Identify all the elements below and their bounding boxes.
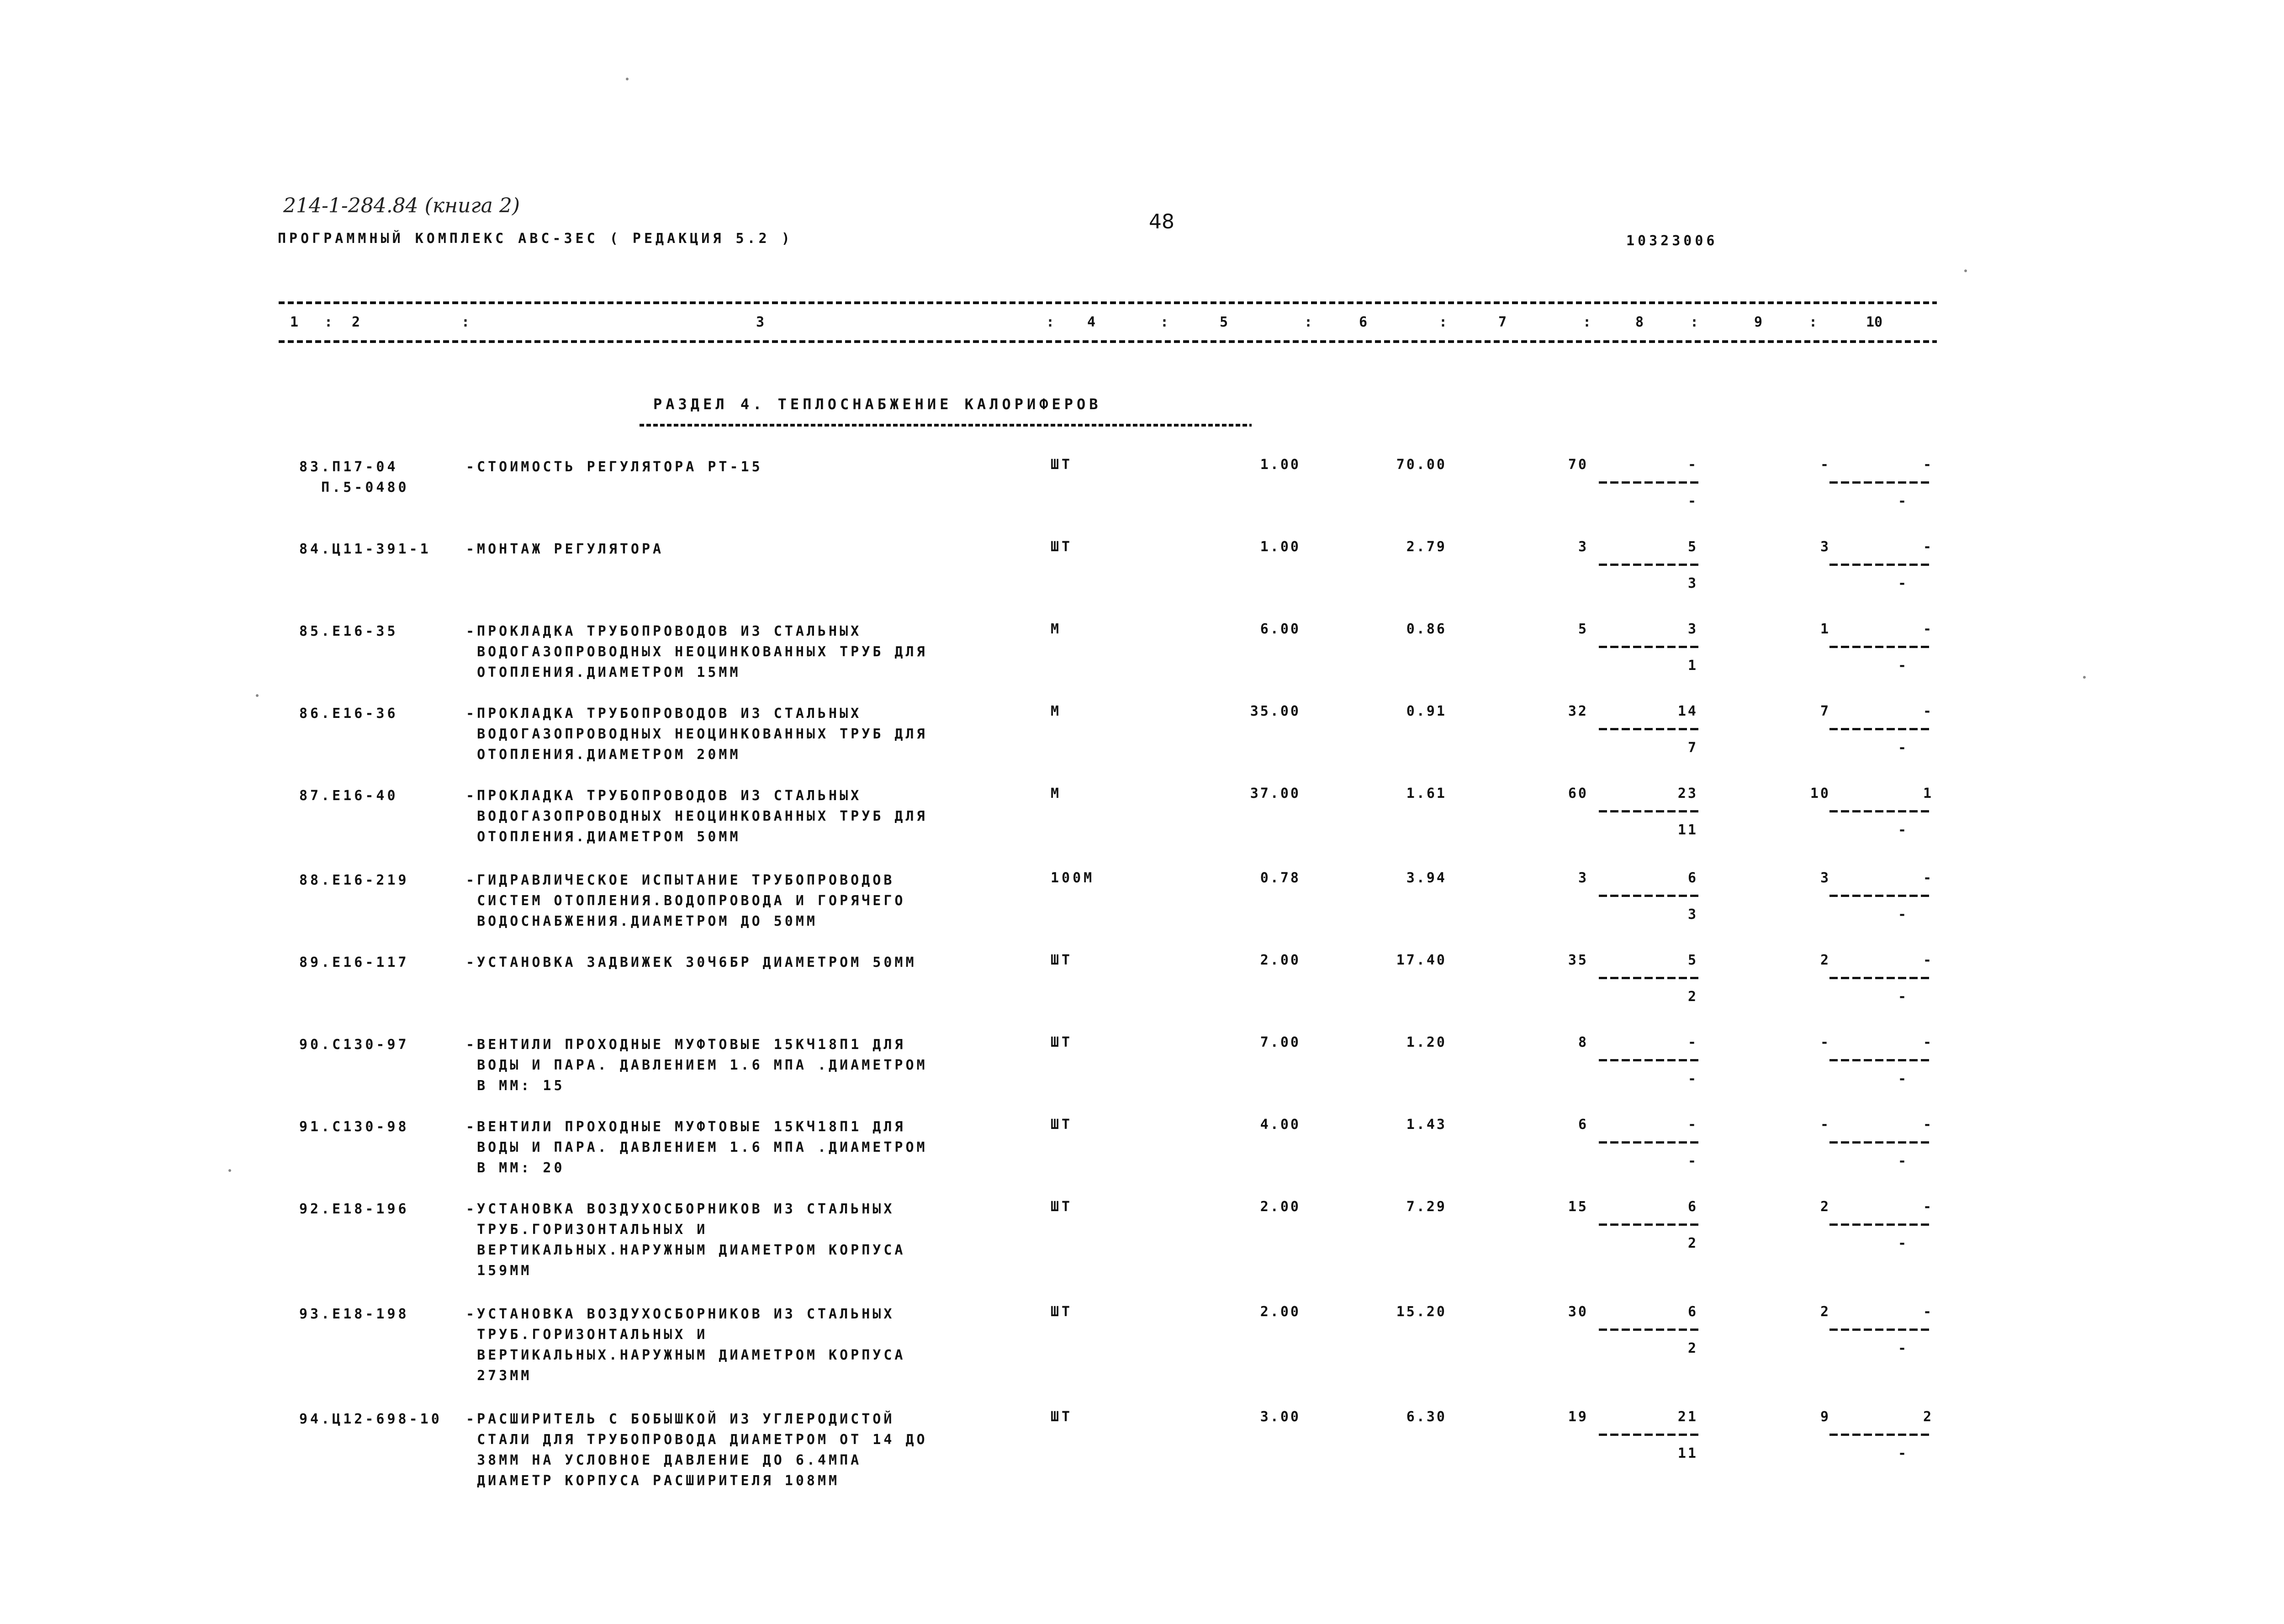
table-row (0, 1199, 2284, 1279)
table-row (0, 952, 2284, 1030)
item-description: -РАСШИРИТЕЛЬ С БОБЫШКОЙ ИЗ УГЛЕРОДИСТОЙ СТАЛИ ДЛЯ ТРУБОПРОВОДА ДИАМЕТРОМ ОТ 14 ДО 38ММ НА УСЛОВНОЕ ДАВЛЕНИЕ ДО 6.4МПА ДИАМЕТР КОРПУСА РАСШИРИТЕЛЯ 108ММ (466, 1411, 928, 1489)
item-col8-subvalue: - (1687, 493, 1698, 509)
item-col9-value: 10 (1810, 786, 1830, 801)
item-description: -СТОИМОСТЬ РЕГУЛЯТОРА РТ-15 (466, 459, 763, 475)
item-col9-value: 2 (1820, 1199, 1830, 1215)
item-quantity: 37.00 (1250, 786, 1301, 801)
item-unit: ШТ (1051, 1409, 1073, 1425)
item-col9-value: - (1820, 1117, 1830, 1133)
item-unit: ШТ (1051, 1117, 1073, 1133)
item-col8-subvalue: 2 (1687, 989, 1698, 1005)
col10-divider (1829, 1329, 1932, 1331)
item-col10-value: 2 (1923, 1409, 1933, 1425)
col10-divider (1829, 481, 1932, 484)
item-col10-subvalue: - (1898, 1445, 1908, 1461)
item-col10-subvalue: - (1898, 822, 1908, 838)
item-quantity: 2.00 (1260, 1304, 1301, 1320)
item-col8-subvalue: 2 (1687, 1340, 1698, 1356)
item-unit: 100М (1051, 870, 1095, 886)
col10-divider (1829, 895, 1932, 897)
item-description: -УСТАНОВКА ВОЗДУХОСБОРНИКОВ ИЗ СТАЛЬНЫХ ТРУБ.ГОРИЗОНТАЛЬНЫХ И ВЕРТИКАЛЬНЫХ.НАРУЖНЫМ ДИАМЕТРОМ КОРПУСА 159ММ (466, 1201, 906, 1279)
item-col10-value: 1 (1923, 786, 1933, 801)
item-col10-value: - (1923, 1199, 1933, 1215)
col8-divider (1599, 728, 1702, 730)
column-header-1: 1 (290, 314, 299, 330)
column-header-5: 5 (1220, 314, 1228, 330)
item-col10-subvalue: - (1898, 989, 1908, 1005)
col10-divider (1829, 564, 1932, 566)
item-unit-price: 0.86 (1406, 621, 1447, 637)
item-description: -УСТАНОВКА ВОЗДУХОСБОРНИКОВ ИЗ СТАЛЬНЫХ ТРУБ.ГОРИЗОНТАЛЬНЫХ И ВЕРТИКАЛЬНЫХ.НАРУЖНЫМ ДИАМЕТРОМ КОРПУСА 273ММ (466, 1306, 906, 1384)
col10-divider (1829, 646, 1932, 648)
item-code: 92.Е18-196 (299, 1201, 409, 1217)
table-row (0, 539, 2284, 617)
column-header-10: 10 (1866, 314, 1883, 330)
item-col9-value: 2 (1820, 952, 1830, 968)
item-code: 84.Ц11-391-1 (299, 541, 431, 557)
col8-divider (1599, 1434, 1702, 1436)
item-total-cost: 8 (1578, 1034, 1588, 1050)
col10-divider (1829, 1141, 1932, 1144)
item-col8-value: - (1687, 1034, 1698, 1050)
table-row (0, 1304, 2284, 1384)
item-col10-subvalue: - (1898, 493, 1908, 509)
item-col8-value: 14 (1677, 703, 1698, 719)
item-col10-value: - (1923, 1117, 1933, 1133)
col8-divider (1599, 1141, 1702, 1144)
item-quantity: 4.00 (1260, 1117, 1301, 1133)
item-quantity: 0.78 (1260, 870, 1301, 886)
item-col10-value: - (1923, 703, 1933, 719)
table-row (0, 870, 2284, 948)
item-quantity: 1.00 (1260, 539, 1301, 555)
item-unit-price: 7.29 (1406, 1199, 1447, 1215)
item-code: 91.С130-98 (299, 1119, 409, 1135)
scan-speck (1964, 269, 1967, 272)
item-col9-value: 9 (1820, 1409, 1830, 1425)
item-unit: ШТ (1051, 457, 1073, 473)
item-col9-value: 1 (1820, 621, 1830, 637)
item-col10-subvalue: - (1898, 1340, 1908, 1356)
col10-divider (1829, 1434, 1932, 1436)
item-unit-price: 70.00 (1396, 457, 1447, 473)
item-quantity: 1.00 (1260, 457, 1301, 473)
item-unit-price: 1.61 (1406, 786, 1447, 801)
table-row (0, 457, 2284, 534)
item-col8-value: - (1687, 1117, 1698, 1133)
item-col10-subvalue: - (1898, 740, 1908, 756)
item-total-cost: 6 (1578, 1117, 1588, 1133)
item-col10-subvalue: - (1898, 1071, 1908, 1087)
item-unit: ШТ (1051, 1034, 1073, 1050)
item-col8-subvalue: 2 (1687, 1235, 1698, 1251)
col10-divider (1829, 810, 1932, 812)
item-unit-price: 0.91 (1406, 703, 1447, 719)
item-code: 93.Е18-198 (299, 1306, 409, 1322)
item-unit: М (1051, 703, 1062, 719)
item-unit-price: 1.20 (1406, 1034, 1447, 1050)
table-row (0, 786, 2284, 863)
col8-divider (1599, 646, 1702, 648)
col10-divider (1829, 977, 1932, 979)
item-code: 87.Е16-40 (299, 788, 398, 804)
item-col8-subvalue: 11 (1677, 822, 1698, 838)
item-quantity: 6.00 (1260, 621, 1301, 637)
item-unit-price: 3.94 (1406, 870, 1447, 886)
item-unit: М (1051, 786, 1062, 801)
header-top-rule (279, 301, 1937, 304)
item-col8-value: 6 (1687, 1304, 1698, 1320)
item-unit-price: 1.43 (1406, 1117, 1447, 1133)
item-code: 89.Е16-117 (299, 954, 409, 970)
item-total-cost: 15 (1568, 1199, 1588, 1215)
item-total-cost: 5 (1578, 621, 1588, 637)
item-col8-subvalue: - (1687, 1153, 1698, 1169)
item-total-cost: 70 (1568, 457, 1588, 473)
column-header-7: 7 (1498, 314, 1507, 330)
item-code: 90.С130-97 (299, 1037, 409, 1053)
item-col8-subvalue: 3 (1687, 575, 1698, 591)
item-description: -УСТАНОВКА ЗАДВИЖЕК 30Ч6БР ДИАМЕТРОМ 50ММ (466, 954, 917, 970)
item-col8-subvalue: 3 (1687, 907, 1698, 923)
item-col8-subvalue: 11 (1677, 1445, 1698, 1461)
item-code: 94.Ц12-698-10 (299, 1411, 442, 1427)
col10-divider (1829, 1059, 1932, 1061)
item-unit-price: 15.20 (1396, 1304, 1447, 1320)
col10-divider (1829, 728, 1932, 730)
item-col8-value: 6 (1687, 870, 1698, 886)
header-bottom-rule (279, 340, 1937, 343)
item-col10-subvalue: - (1898, 907, 1908, 923)
column-header-3: 3 (756, 314, 765, 330)
column-header-8: 8 (1635, 314, 1644, 330)
item-col8-value: 5 (1687, 539, 1698, 555)
column-header-6: 6 (1359, 314, 1368, 330)
item-unit: ШТ (1051, 539, 1073, 555)
item-total-cost: 19 (1568, 1409, 1588, 1425)
document-id: 10323006 (1626, 233, 1718, 249)
item-col9-value: 7 (1820, 703, 1830, 719)
item-quantity: 2.00 (1260, 952, 1301, 968)
item-col10-value: - (1923, 952, 1933, 968)
item-unit: ШТ (1051, 1199, 1073, 1215)
item-quantity: 2.00 (1260, 1199, 1301, 1215)
item-col10-subvalue: - (1898, 658, 1908, 674)
item-col10-value: - (1923, 870, 1933, 886)
page-number: 48 (1149, 210, 1174, 233)
item-code: 88.Е16-219 (299, 872, 409, 888)
table-row (0, 1409, 2284, 1487)
table-row (0, 621, 2284, 699)
item-col10-value: - (1923, 457, 1933, 473)
item-col8-value: 5 (1687, 952, 1698, 968)
item-code: 83.П17-04 П.5-0480 (299, 459, 409, 496)
item-col8-value: 23 (1677, 786, 1698, 801)
item-total-cost: 3 (1578, 870, 1588, 886)
handwritten-reference: 214-1-284.84 (книга 2) (283, 194, 520, 217)
item-unit-price: 17.40 (1396, 952, 1447, 968)
item-quantity: 7.00 (1260, 1034, 1301, 1050)
item-col10-value: - (1923, 1034, 1933, 1050)
column-header-9: 9 (1754, 314, 1763, 330)
item-col8-value: 3 (1687, 621, 1698, 637)
item-description: -МОНТАЖ РЕГУЛЯТОРА (466, 541, 664, 557)
item-col10-subvalue: - (1898, 1153, 1908, 1169)
item-unit: ШТ (1051, 952, 1073, 968)
program-header: ПРОГРАММНЫЙ КОМПЛЕКС АВС-ЗЕС ( РЕДАКЦИЯ 5.2 ) (278, 231, 793, 247)
item-col10-value: - (1923, 539, 1933, 555)
item-unit-price: 2.79 (1406, 539, 1447, 555)
item-col8-subvalue: 7 (1687, 740, 1698, 756)
item-col8-value: 21 (1677, 1409, 1698, 1425)
scan-speck (228, 1169, 231, 1172)
table-row (0, 703, 2284, 781)
item-col10-subvalue: - (1898, 575, 1908, 591)
item-unit: ШТ (1051, 1304, 1073, 1320)
col8-divider (1599, 810, 1702, 812)
item-description: -ПРОКЛАДКА ТРУБОПРОВОДОВ ИЗ СТАЛЬНЫХ ВОДОГАЗОПРОВОДНЫХ НЕОЦИНКОВАННЫХ ТРУБ ДЛЯ ОТОПЛЕНИЯ.ДИАМЕТРОМ 20ММ (466, 706, 928, 763)
item-description: -ПРОКЛАДКА ТРУБОПРОВОДОВ ИЗ СТАЛЬНЫХ ВОДОГАЗОПРОВОДНЫХ НЕОЦИНКОВАННЫХ ТРУБ ДЛЯ ОТОПЛЕНИЯ.ДИАМЕТРОМ 50ММ (466, 788, 928, 845)
column-header-2: 2 (352, 314, 360, 330)
col8-divider (1599, 1059, 1702, 1061)
item-total-cost: 30 (1568, 1304, 1588, 1320)
item-col10-value: - (1923, 621, 1933, 637)
item-total-cost: 60 (1568, 786, 1588, 801)
col8-divider (1599, 564, 1702, 566)
item-unit-price: 6.30 (1406, 1409, 1447, 1425)
section-title: РАЗДЕЛ 4. ТЕПЛОСНАБЖЕНИЕ КАЛОРИФЕРОВ (653, 395, 1102, 413)
table-row (0, 1034, 2284, 1112)
col10-divider (1829, 1223, 1932, 1226)
item-unit: М (1051, 621, 1062, 637)
scan-speck (256, 694, 259, 697)
item-description: -ВЕНТИЛИ ПРОХОДНЫЕ МУФТОВЫЕ 15КЧ18П1 ДЛЯ ВОДЫ И ПАРА. ДАВЛЕНИЕМ 1.6 МПА .ДИАМЕТРОМ В ММ: 15 (466, 1037, 928, 1094)
item-col8-subvalue: 1 (1687, 658, 1698, 674)
item-total-cost: 35 (1568, 952, 1588, 968)
scan-speck (626, 78, 629, 80)
col8-divider (1599, 977, 1702, 979)
item-col8-subvalue: - (1687, 1071, 1698, 1087)
col8-divider (1599, 481, 1702, 484)
item-col10-value: - (1923, 1304, 1933, 1320)
item-col9-value: - (1820, 457, 1830, 473)
item-quantity: 35.00 (1250, 703, 1301, 719)
item-code: 86.Е16-36 (299, 706, 398, 722)
item-col8-value: - (1687, 457, 1698, 473)
item-col9-value: - (1820, 1034, 1830, 1050)
item-description: -ВЕНТИЛИ ПРОХОДНЫЕ МУФТОВЫЕ 15КЧ18П1 ДЛЯ ВОДЫ И ПАРА. ДАВЛЕНИЕМ 1.6 МПА .ДИАМЕТРОМ В ММ: 20 (466, 1119, 928, 1176)
scan-speck (2083, 676, 2086, 679)
item-col9-value: 3 (1820, 870, 1830, 886)
item-code: 85.Е16-35 (299, 623, 398, 639)
column-header-4: 4 (1087, 314, 1096, 330)
item-total-cost: 3 (1578, 539, 1588, 555)
item-quantity: 3.00 (1260, 1409, 1301, 1425)
item-col10-subvalue: - (1898, 1235, 1908, 1251)
col8-divider (1599, 1223, 1702, 1226)
item-col9-value: 3 (1820, 539, 1830, 555)
table-row (0, 1117, 2284, 1194)
item-col9-value: 2 (1820, 1304, 1830, 1320)
section-underline (640, 424, 1252, 427)
item-col8-value: 6 (1687, 1199, 1698, 1215)
col8-divider (1599, 1329, 1702, 1331)
col8-divider (1599, 895, 1702, 897)
item-description: -ПРОКЛАДКА ТРУБОПРОВОДОВ ИЗ СТАЛЬНЫХ ВОДОГАЗОПРОВОДНЫХ НЕОЦИНКОВАННЫХ ТРУБ ДЛЯ ОТОПЛЕНИЯ.ДИАМЕТРОМ 15ММ (466, 623, 928, 680)
item-total-cost: 32 (1568, 703, 1588, 719)
item-description: -ГИДРАВЛИЧЕСКОЕ ИСПЫТАНИЕ ТРУБОПРОВОДОВ СИСТЕМ ОТОПЛЕНИЯ.ВОДОПРОВОДА И ГОРЯЧЕГО ВОДОСНАБЖЕНИЯ.ДИАМЕТРОМ ДО 50ММ (466, 872, 906, 929)
